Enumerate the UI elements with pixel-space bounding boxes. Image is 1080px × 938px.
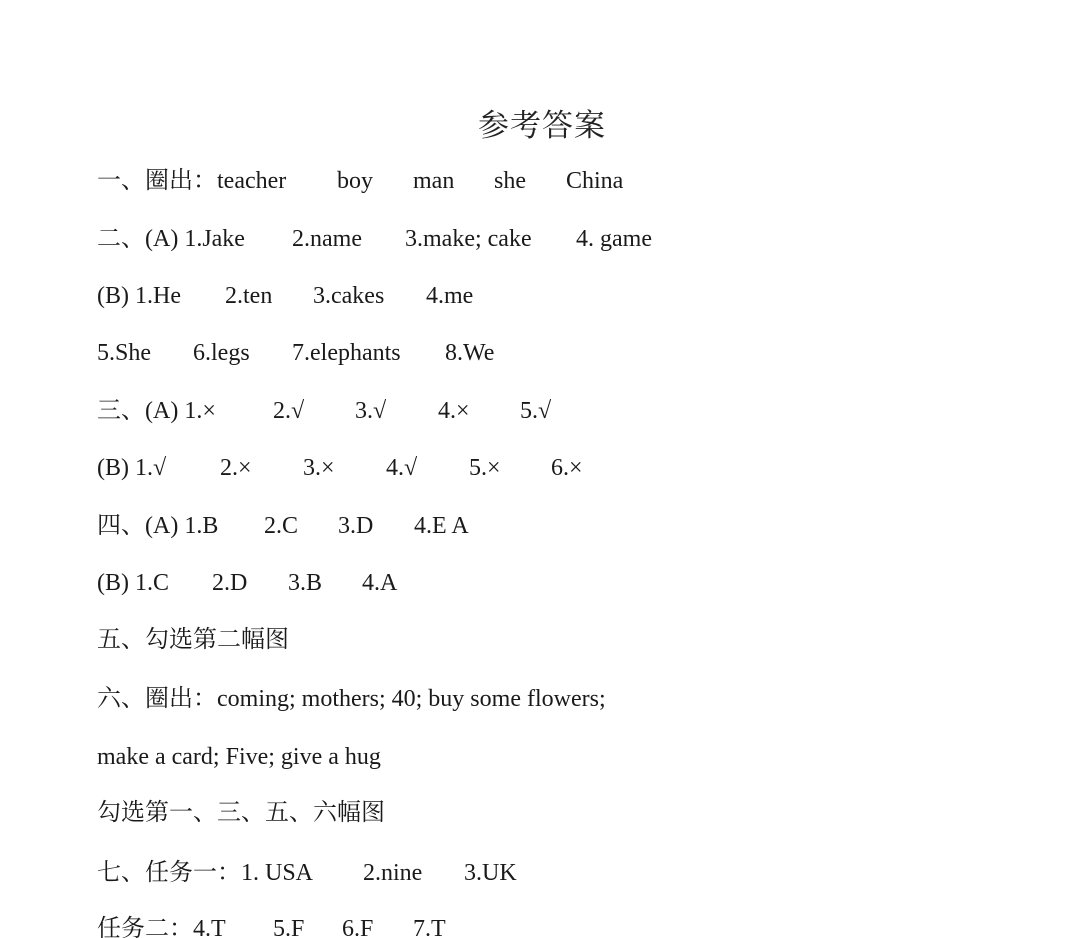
answer-item: China <box>566 168 624 194</box>
answer-item: 2.name <box>292 226 362 252</box>
answer-line-10 <box>97 684 606 714</box>
answer-item: 2.ten <box>225 283 273 309</box>
answer-item: 2.C <box>264 513 299 539</box>
answer-item: 四、(A) 1.B <box>97 513 219 539</box>
answer-item: 6.× <box>551 455 583 481</box>
answer-item: make a card; Five; give a hug <box>97 744 381 770</box>
answer-item: 6.F <box>342 916 374 938</box>
answer-item: 2.√ <box>273 398 305 424</box>
answer-item: 5.F <box>273 916 305 938</box>
answer-item: 4. game <box>576 226 652 252</box>
answer-item: 7.T <box>413 916 446 938</box>
answer-item: (B) 1.√ <box>97 455 167 481</box>
answer-item: 2.D <box>212 570 248 596</box>
answer-item: 2.nine <box>363 860 423 886</box>
answer-item: 6.legs <box>193 340 250 366</box>
answer-item: she <box>494 168 526 194</box>
answer-item: 勾选第一、三、五、六幅图 <box>97 800 385 826</box>
answer-item: 5.√ <box>520 398 552 424</box>
answer-item: 4.√ <box>386 455 418 481</box>
answer-item: 一、圈出：teacher <box>97 168 287 194</box>
answer-item: 4.× <box>438 398 470 424</box>
answer-item: 3.make; cake <box>405 226 532 252</box>
answer-item: 7.elephants <box>292 340 401 366</box>
answer-line-9 <box>97 625 289 655</box>
answer-item: 4.E A <box>414 513 469 539</box>
answer-item: 4.A <box>362 570 398 596</box>
answer-item: 二、(A) 1.Jake <box>97 226 245 252</box>
answer-item: 2.× <box>220 455 252 481</box>
answer-item: 4.me <box>426 283 474 309</box>
answer-item: 8.We <box>445 340 495 366</box>
answer-item: 3.UK <box>464 860 517 886</box>
answer-item: 5.× <box>469 455 501 481</box>
page-title: 参考答案 <box>478 108 606 143</box>
answer-line-11 <box>97 742 381 772</box>
answer-item: (B) 1.He <box>97 283 181 309</box>
answer-item: 5.She <box>97 340 151 366</box>
answer-item: 五、勾选第二幅图 <box>97 627 289 653</box>
answer-item: 三、(A) 1.× <box>97 398 216 424</box>
answer-item: 任务二：4.T <box>97 916 226 938</box>
answer-item: (B) 1.C <box>97 570 169 596</box>
answer-item: man <box>413 168 455 194</box>
answer-item: boy <box>337 168 373 194</box>
answer-item: 3.√ <box>355 398 387 424</box>
answer-item: 3.cakes <box>313 283 385 309</box>
answer-line-12 <box>97 798 385 828</box>
answer-item: 七、任务一：1. USA <box>97 860 314 886</box>
answer-item: 3.D <box>338 513 374 539</box>
answer-item: 六、圈出：coming; mothers; 40; buy some flowers; <box>97 686 606 712</box>
answer-item: 3.B <box>288 570 323 596</box>
answer-item: 3.× <box>303 455 335 481</box>
